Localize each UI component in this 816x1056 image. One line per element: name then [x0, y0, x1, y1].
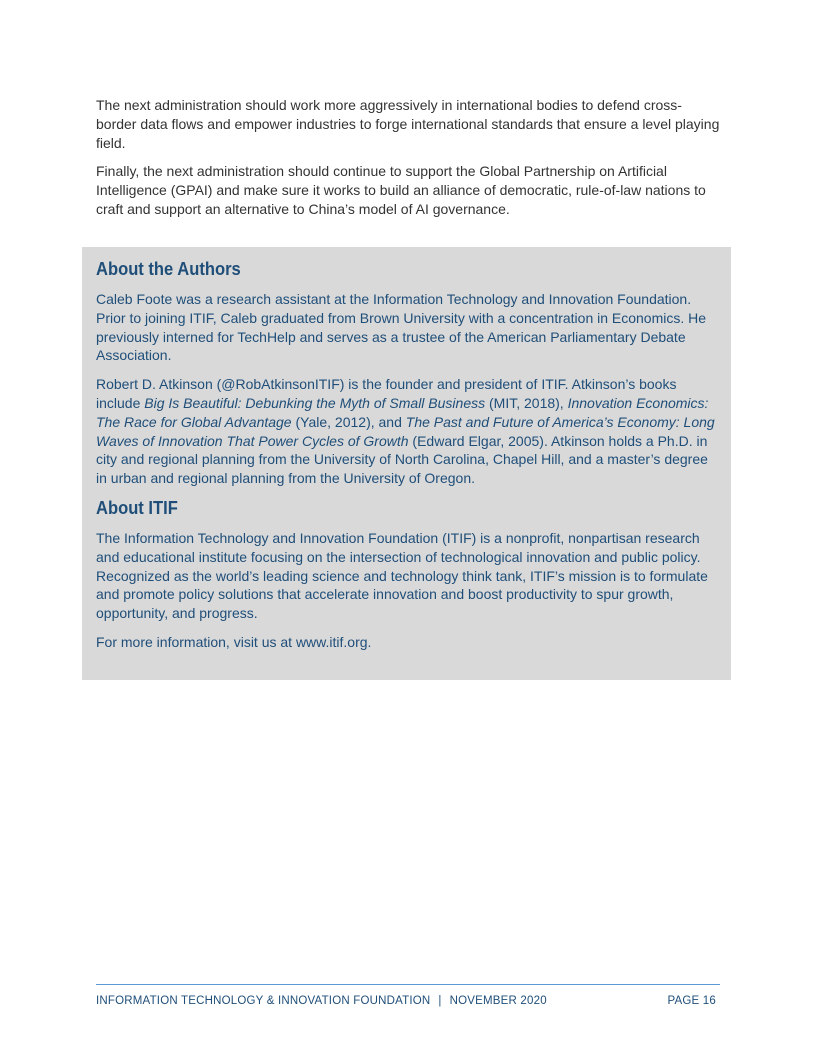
about-box: [82, 247, 731, 680]
footer-separator: |: [438, 995, 442, 1007]
book-title-big-is-beautiful: Big Is Beautiful: Debunking the Myth of Small Business: [144, 394, 486, 411]
intro-paragraph-1: The next administration should work more aggressively in international bodies to defend cross-border data flows and empower industries to forge international standards that ensure a level playing field.: [96, 97, 720, 151]
itif-description: The Information Technology and Innovation Foundation (ITIF) is a nonprofit, nonpartisan research and educational institute focusing on the intersection of technological innovation and public policy. Recognized as the world’s leading science and technology think tank, ITIF’s mission is to formulate and promote policy solutions that accelerate innovation and boost productivity to spur growth, opportunity, and progress.: [96, 529, 708, 622]
about-itif-heading: About ITIF: [96, 497, 178, 518]
footer-date: NOVEMBER 2020: [449, 995, 547, 1007]
book-title-innovation-economics: Innovation Economics: The Race for Global Advantage: [96, 394, 709, 430]
page-footer: [96, 995, 720, 1007]
more-info-link-text[interactable]: For more information, visit us at www.itif.org.: [96, 633, 372, 650]
about-authors-heading: About the Authors: [96, 259, 241, 279]
footer-divider: [96, 984, 720, 985]
intro-section: [96, 96, 720, 229]
page-number: PAGE 16: [667, 995, 716, 1007]
atkinson-bio: Robert D. Atkinson (@RobAtkinsonITIF) is the founder and president of ITIF. Atkinson’s books include Big Is Beautiful: Debunking the Myth of Small Business (MIT, 2018), Innovation Economics: The Race for Global Advantage (Yale, 2012), and The Past and Future of America’s Economy: Long Waves of Innovation That Power Cycles of Growth (Edward Elgar, 2005). Atkinson holds a Ph.D. in city and regional planning from the University of North Carolina, Chapel Hill, and a master’s degree in urban and regional planning from the University of Oregon.: [96, 376, 715, 487]
foote-bio: Caleb Foote was a research assistant at the Information Technology and Innovation Foundation. Prior to joining ITIF, Caleb graduated from Brown University with a concentration in Economics. He previously interned for TechHelp and serves as a trustee of the American Parliamentary Debate Association.: [96, 291, 707, 364]
book-title-past-and-future: The Past and Future of America’s Economy: Long Waves of Innovation That Power Cycles of Growth: [96, 413, 715, 449]
footer-org: INFORMATION TECHNOLOGY & INNOVATION FOUNDATION: [96, 995, 431, 1007]
intro-paragraph-2: Finally, the next administration should continue to support the Global Partnership on Artificial Intelligence (GPAI) and make sure it works to build an alliance of democratic, rule-of-law nations to craft and support an alternative to China’s model of AI governance.: [96, 163, 706, 217]
